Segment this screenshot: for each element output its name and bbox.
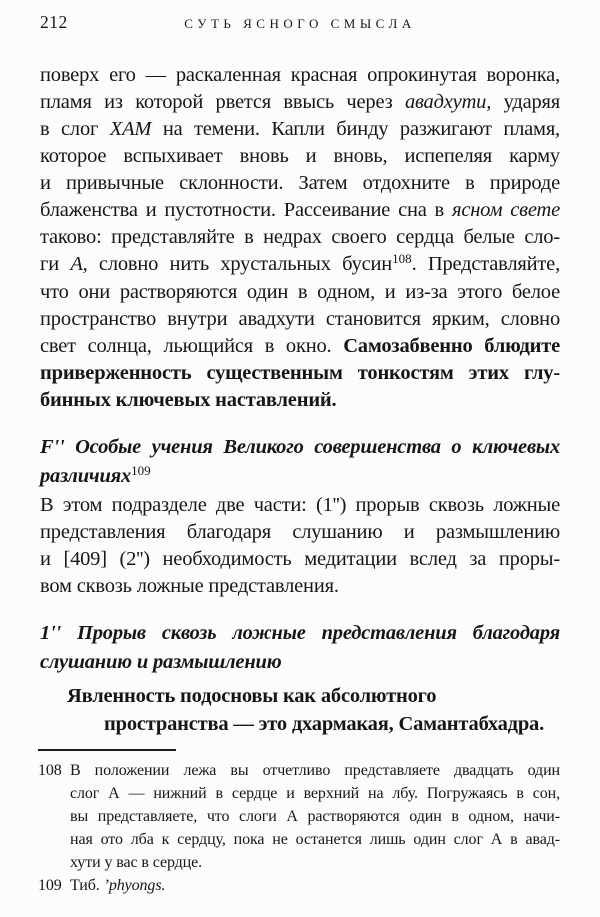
text-line [40, 170, 560, 197]
text-line [70, 828, 560, 851]
text-segment: ясном свете [451, 199, 560, 221]
text-line [70, 782, 560, 805]
text-segment: пламя из которой рвется ввысь через [40, 91, 405, 113]
text-segment: пространство внутри авадхути становится ярким, словно [40, 308, 560, 330]
text-line [40, 360, 560, 387]
text-line [40, 197, 560, 224]
footnote-108 [40, 759, 560, 874]
running-title: СУТЬ ЯСНОГО СМЫСЛА [184, 16, 416, 31]
page-body [40, 62, 560, 738]
footnote-number: 108 [38, 762, 62, 779]
text-segment: ХАМ [109, 118, 152, 140]
superscript-marker: 109 [131, 463, 151, 478]
page-number: 212 [40, 12, 68, 32]
text-segment: . Представляйте, [411, 253, 560, 275]
text-segment: А, [70, 253, 88, 275]
text-line [40, 62, 560, 89]
text-segment: авадхути, [404, 91, 492, 113]
text-segment: различиях [40, 465, 132, 487]
running-header [40, 12, 560, 34]
superscript-marker: 108 [392, 251, 412, 266]
text-segment: ная ото лба к сердцу, пока не останется лишь один слог А в авад- [70, 831, 560, 848]
text-segment: и привычные склонности. Затем отдохните в природе [40, 172, 560, 194]
heading-f-special-teachings [40, 433, 560, 492]
text-line [40, 333, 560, 360]
text-line [40, 546, 560, 573]
text-line [40, 519, 560, 546]
text-line [40, 89, 560, 116]
text-line [70, 805, 560, 828]
text-line [40, 648, 560, 677]
text-segment: F'' Особые учения Великого совершенства о ключевых [40, 436, 560, 458]
text-segment: слог А — нижний в сердце и верхний на лбу. Погружаясь в сон, [70, 785, 560, 802]
text-segment: Самозабвенно блюдите [343, 335, 560, 357]
footnote-109 [40, 874, 560, 897]
text-line [40, 306, 560, 333]
text-segment: словно нить хрустальных бусин [87, 253, 393, 275]
text-segment: хути у вас в сердце. [70, 854, 203, 871]
text-segment: бинных ключевых наставлений. [40, 389, 337, 411]
verse-quote [40, 682, 560, 738]
text-segment: Явленность подосновы как абсолютного [67, 685, 437, 707]
text-segment: представления благодаря слушанию и размышлению [40, 521, 560, 543]
text-segment: таково: представляйте в недрах своего сердца белые сло- [40, 226, 560, 248]
footnote-list [40, 759, 560, 897]
text-segment: слушанию и размышлению [40, 651, 282, 673]
text-segment: поверх его — раскаленная красная опрокинутая воронка, [40, 64, 560, 86]
main-paragraph [40, 62, 560, 414]
text-line [40, 279, 560, 306]
text-segment: пространства — это дхармакая, Самантабхадра. [104, 713, 545, 735]
text-line [67, 710, 560, 738]
text-segment: что они растворяются один в одном, и из-за этого белое [40, 281, 560, 303]
text-line [40, 143, 560, 170]
text-segment: в слог [40, 118, 110, 140]
text-line [40, 251, 560, 279]
text-segment: вом сквозь ложные представления. [40, 575, 339, 597]
footnote-separator [38, 749, 176, 751]
text-line [40, 224, 560, 251]
footnote-section [40, 749, 560, 897]
text-segment: ударяя [491, 91, 560, 113]
text-segment: вы представляете, что слоги А растворяются один в одном, начи- [70, 808, 560, 825]
footnote-number: 109 [38, 877, 62, 894]
text-segment: В этом подразделе две части: (1'') прорыв сквозь ложные [40, 494, 560, 516]
subdivision-paragraph [40, 492, 560, 600]
text-segment: и [409] (2'') необходимость медитации вслед за проры- [40, 548, 560, 570]
text-segment: свет солнца, льющийся в окно. [40, 335, 344, 357]
text-segment: приверженность существенным тонкостям этих глу- [40, 362, 560, 384]
text-line [70, 851, 560, 874]
text-segment: 1'' Прорыв сквозь ложные представления благодаря [40, 622, 560, 644]
text-segment: на темени. Капли бинду разжигают пламя, [151, 118, 560, 140]
text-line [40, 433, 560, 462]
text-line [40, 619, 560, 648]
text-line [40, 387, 560, 414]
text-line [40, 573, 560, 600]
text-line [40, 116, 560, 143]
text-segment: Тиб. [70, 877, 104, 894]
text-line [70, 759, 560, 782]
text-line [67, 682, 560, 710]
text-segment: блаженства и пустотности. Рассеивание сна в [40, 199, 452, 221]
text-line [70, 874, 560, 897]
text-line [40, 492, 560, 519]
text-segment: которое вспыхивает вновь и вновь, испепеляя карму [40, 145, 560, 167]
text-segment: ’phyongs. [103, 877, 166, 894]
heading-1-breakthrough [40, 619, 560, 677]
text-segment: ги [40, 253, 71, 275]
text-segment: В положении лежа вы отчетливо представляете двадцать один [70, 762, 560, 779]
text-line [40, 462, 560, 492]
